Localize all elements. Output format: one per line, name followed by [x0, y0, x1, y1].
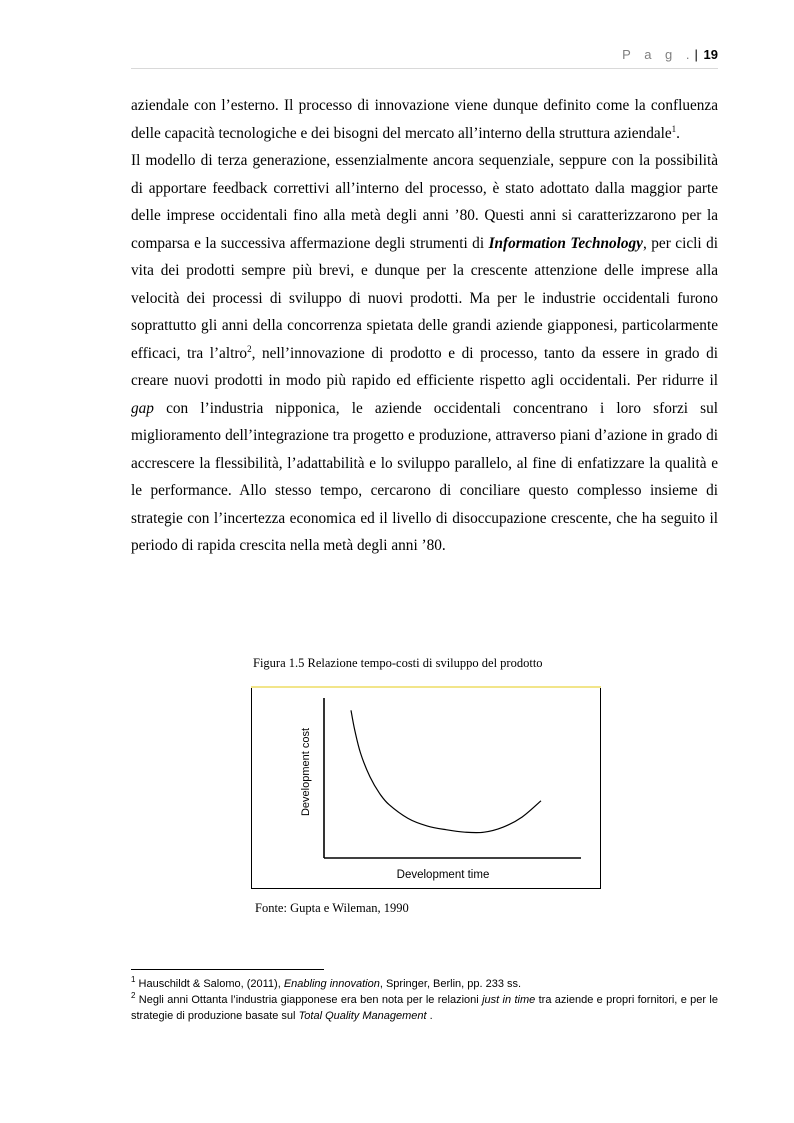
x-axis-label: Development time — [396, 869, 490, 881]
footnote-2: $^2$ Negli anni Ottanta l’industria giapponese era ben nota per le relazioni just in time tra aziende e propri fornitori, e per le strategie di produzione basate sul Total Quality Management . — [131, 991, 718, 1022]
footnote-ref-2[interactable]: 2 — [247, 343, 252, 354]
emphasis-information-technology: Information Technology — [488, 234, 643, 252]
figure-source: Fonte: Gupta e Wileman, 1990 — [255, 901, 409, 915]
paragraph-1: aziendale con l’esterno. Il processo di innovazione viene dunque definito come la confluenza delle capacità tecnologiche e dei bisogni del mercato all’interno della struttura aziendale$^1$. — [131, 97, 718, 142]
header-separator: | — [694, 47, 698, 62]
page-label: P a g . — [622, 47, 695, 62]
footnote-1: $^1$ Hauschildt & Salomo, (2011), Enabling innovation, Springer, Berlin, pp. 233 ss. — [131, 975, 522, 990]
footnote-rule — [131, 969, 324, 970]
body-text — [131, 92, 718, 560]
header-rule — [131, 68, 718, 69]
emphasis-gap: gap — [131, 399, 154, 417]
page-header — [622, 47, 718, 62]
footnote-ref-1[interactable]: 1 — [671, 123, 677, 134]
y-axis-label: Development cost — [300, 727, 312, 817]
figure-chart — [251, 686, 601, 889]
paragraph-2: Il modello di terza generazione, essenzialmente ancora sequenziale, seppure con la possibilità di apportare feedback correttivi all’interno del processo, è stato adottato dalla maggior parte delle imprese occidentali fino alla metà degli anni ’80. Questi anni si caratterizzarono per la comparsa e la successiva affermazione degli strumenti di Information Technology, per cicli di vita dei prodotti sempre più brevi, e dunque per la crescente attenzione delle imprese alla velocità dei processi di sviluppo di nuovi prodotti. Ma per le industrie occidentali furono soprattutto gli anni della concorrenza spietata delle grandi aziende giapponesi, particolarmente efficaci, tra l’altro$^2$, nell’innovazione di prodotto e di processo, tanto da essere in grado di creare nuovi prodotti in modo più rapido ed efficiente rispetto agli occidentali. Per ridurre il gap con l’industria nipponica, le aziende occidentali concentrano i loro sforzi sul miglioramento dell’integrazione tra progetto e produzione, attraverso piani d’azione in grado di accrescere la flessibilità, l’adattabilità e lo sviluppo parallelo, al fine di enfatizzare la qualità e le performance. Allo stesso tempo, cercarono di conciliare questo complesso insieme di strategie con l’incertezza economica ed il livello di disoccupazione crescente, che ha seguito il periodo di rapida crescita nella metà degli anni ’80. — [131, 152, 719, 554]
page-number: 19 — [703, 47, 718, 62]
figure-caption: Figura 1.5 Relazione tempo-costi di sviluppo del prodotto — [253, 656, 543, 670]
footnotes — [131, 976, 718, 1024]
